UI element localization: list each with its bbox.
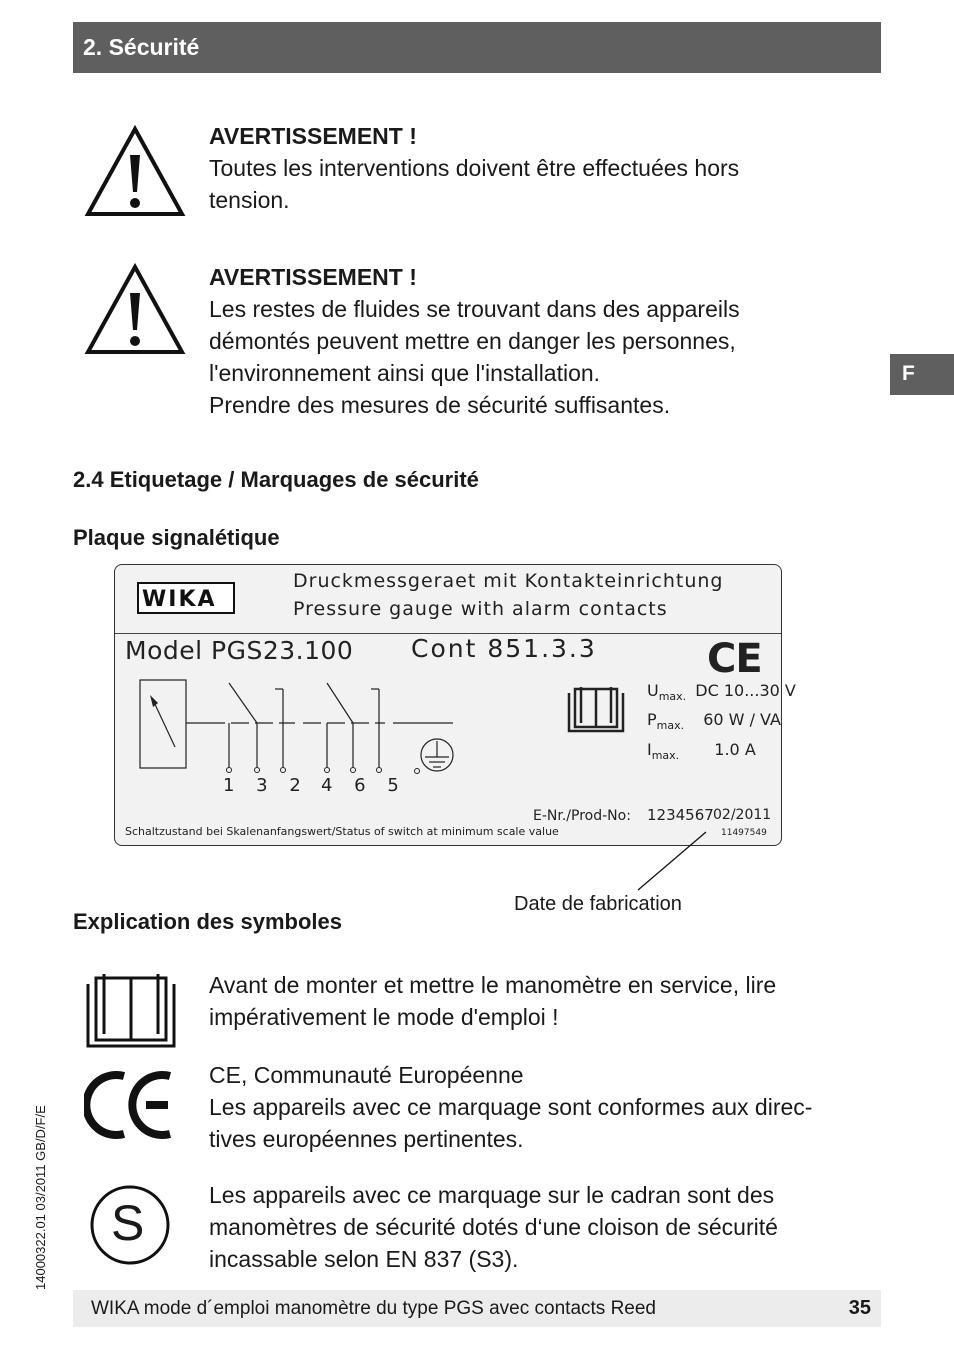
- warning-text-line: Les restes de fluides se trouvant dans des appareils: [209, 296, 740, 322]
- current-spec: $I_{max.}$ 1.0 A: [647, 740, 756, 763]
- document-reference: 14000322.01 03/2011 GB/D/F/E: [33, 1105, 48, 1290]
- production-number: 1234567: [647, 806, 714, 824]
- contact-code: Cont 851.3.3: [411, 634, 597, 663]
- switch-status-note: Schaltzustand bei Skalenanfangswert/Status of switch at minimum scale value: [125, 825, 559, 838]
- s-circle-icon: [88, 1183, 172, 1267]
- warning-triangle-icon: [84, 125, 186, 217]
- ce-mark-icon: [84, 1070, 176, 1140]
- ce-mark: CE: [707, 636, 762, 682]
- callout-line: [630, 830, 710, 895]
- symbol-text-line: impérativement le mode d'emploi !: [209, 1004, 559, 1030]
- description-en: Pressure gauge with alarm contacts: [293, 598, 668, 620]
- production-number-label: E-Nr./Prod-No:: [533, 808, 631, 824]
- symbol-text-line: CE, Communauté Européenne: [209, 1062, 524, 1088]
- symbol-text-line: tives européennes pertinentes.: [209, 1126, 524, 1152]
- symbol-description: [209, 969, 849, 1033]
- language-tab: [890, 354, 954, 395]
- symbol-description: [209, 1179, 849, 1275]
- symbol-text-line: incassable selon EN 837 (S3).: [209, 1246, 519, 1272]
- manual-book-icon: [565, 683, 627, 735]
- warning-title: AVERTISSEMENT !: [209, 123, 417, 149]
- plate-heading: Plaque signalétique: [73, 525, 280, 550]
- symbol-text-line: Les appareils avec ce marquage sont conformes aux direc-: [209, 1094, 813, 1120]
- section-heading: 2.4 Etiquetage / Marquages de sécurité: [73, 467, 479, 492]
- symbol-text-line: manomètres de sécurité dotés d‘une cloison de sécurité: [209, 1214, 778, 1240]
- warning-block-2: [209, 261, 849, 421]
- warning-block-1: [209, 120, 849, 216]
- nameplate: [114, 564, 796, 846]
- warning-text-line: tension.: [209, 187, 290, 213]
- symbol-description: [209, 1059, 849, 1155]
- warning-text-line: l'environnement ainsi que l'installation.: [209, 360, 601, 386]
- plate-code: 11497549: [721, 828, 767, 838]
- wika-logo: WIKA: [137, 582, 235, 614]
- s-letter: S: [111, 1195, 145, 1251]
- description-de: Druckmessgeraet mit Kontakteinrichtung: [293, 570, 724, 592]
- warning-text-line: Toutes les interventions doivent être effectuées hors: [209, 155, 740, 181]
- voltage-spec: $U_{max.}$ DC 10...30 V: [647, 681, 796, 704]
- warning-text-line: Prendre des mesures de sécurité suffisantes.: [209, 392, 671, 418]
- section-title: 2. Sécurité: [83, 34, 200, 60]
- terminal-numbers-left: 1 3 2: [223, 775, 309, 796]
- model-number: Model PGS23.100: [125, 636, 354, 665]
- manufacture-date-callout: Date de fabrication: [514, 893, 682, 915]
- warning-triangle-icon: [84, 263, 186, 355]
- section-header: [73, 22, 881, 73]
- terminal-numbers-right: 4 6 5: [321, 775, 407, 796]
- symbols-heading: Explication des symboles: [73, 909, 342, 934]
- production-date: 02/2011: [713, 807, 772, 823]
- power-spec: $P_{max.}$ 60 W / VA: [647, 710, 781, 733]
- symbol-text-line: Les appareils avec ce marquage sur le cadran sont des: [209, 1182, 775, 1208]
- language-tab-label: F: [902, 362, 915, 385]
- warning-text-line: démontés peuvent mettre en danger les personnes,: [209, 328, 736, 354]
- symbol-text-line: Avant de monter et mettre le manomètre en service, lire: [209, 972, 777, 998]
- footer-text: WIKA mode d´emploi manomètre du type PGS avec contacts Reed: [91, 1298, 656, 1319]
- page-footer: [73, 1290, 881, 1327]
- manual-book-icon: [84, 970, 178, 1050]
- page-number: 35: [848, 1297, 871, 1319]
- warning-title: AVERTISSEMENT !: [209, 264, 417, 290]
